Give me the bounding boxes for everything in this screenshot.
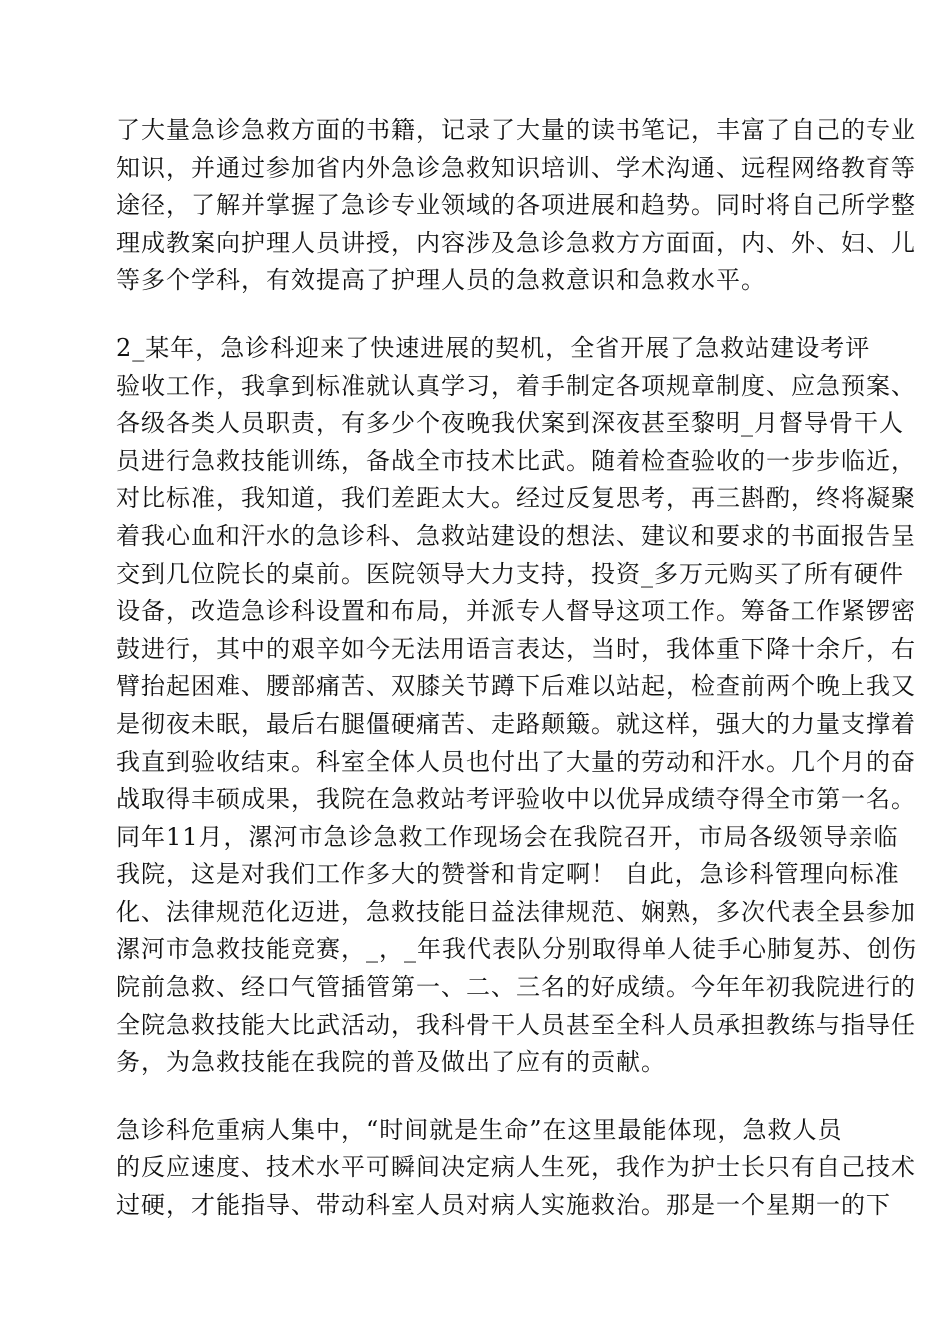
text-line: 员进行急救技能训练，备战全市技术比武。随着检查验收的一步步临近， bbox=[116, 446, 916, 475]
text-line: 验收工作，我拿到标准就认真学习，着手制定各项规章制度、应急预案、 bbox=[116, 371, 916, 400]
text-line: 交到几位院长的桌前。医院领导大力支持，投资_多万元购买了所有硬件 bbox=[116, 559, 904, 588]
text-line: 同年11月，漯河市急诊急救工作现场会在我院召开，市局各级领导亲临 bbox=[116, 822, 899, 851]
text-line: 的反应速度、技术水平可瞬间决定病人生死，我作为护士长只有自己技术 bbox=[116, 1153, 916, 1182]
text-line: 战取得丰硕成果，我院在急救站考评验收中以优异成绩夺得全市第一名。 bbox=[116, 785, 916, 814]
paragraph-2 bbox=[116, 330, 917, 1082]
paragraph-spacer bbox=[116, 1082, 836, 1112]
text-line: 设备，改造急诊科设置和布局，并派专人督导这项工作。筹备工作紧锣密 bbox=[116, 597, 916, 626]
document-body bbox=[116, 112, 917, 1225]
text-line: 各级各类人员职责，有多少个夜晚我伏案到深夜甚至黎明_月督导骨干人 bbox=[116, 409, 904, 438]
text-line: 务，为急救技能在我院的普及做出了应有的贡献。 bbox=[116, 1048, 666, 1077]
paragraph-1 bbox=[116, 112, 916, 300]
text-line: 我直到验收结束。科室全体人员也付出了大量的劳动和汗水。几个月的奋 bbox=[116, 747, 916, 776]
text-line: 是彻夜未眠，最后右腿僵硬痛苦、走路颠簸。就这样，强大的力量支撑着 bbox=[116, 709, 916, 738]
text-line: 知识，并通过参加省内外急诊急救知识培训、学术沟通、远程网络教育等 bbox=[116, 153, 916, 182]
text-line: 着我心血和汗水的急诊科、急救站建设的想法、建议和要求的书面报告呈 bbox=[116, 521, 916, 550]
text-line: 我院，这是对我们工作多大的赞誉和肯定啊！ 自此，急诊科管理向标准 bbox=[116, 860, 900, 889]
text-line: 过硬，才能指导、带动科室人员对病人实施救治。那是一个星期一的下 bbox=[116, 1191, 891, 1220]
text-line: 院前急救、经口气管插管第一、二、三名的好成绩。今年年初我院进行的 bbox=[116, 973, 916, 1002]
text-line: 等多个学科，有效提高了护理人员的急救意识和急救水平。 bbox=[116, 266, 766, 295]
text-line: 漯河市急救技能竞赛，_，_年我代表队分别取得单人徒手心肺复苏、创伤 bbox=[116, 935, 917, 964]
text-line: 急诊科危重病人集中，“时间就是生命”在这里最能体现，急救人员 bbox=[116, 1115, 843, 1144]
text-line: 2_某年，急诊科迎来了快速进展的契机，全省开展了急救站建设考评 bbox=[116, 333, 871, 362]
paragraph-spacer bbox=[116, 300, 836, 330]
paragraph-3 bbox=[116, 1112, 916, 1225]
text-line: 途径，了解并掌握了急诊专业领域的各项进展和趋势。同时将自己所学整 bbox=[116, 191, 916, 220]
text-line: 化、法律规范化迈进，急救技能日益法律规范、娴熟，多次代表全县参加 bbox=[116, 897, 916, 926]
text-line: 全院急救技能大比武活动，我科骨干人员甚至全科人员承担教练与指导任 bbox=[116, 1010, 916, 1039]
text-line: 臂抬起困难、腰部痛苦、双膝关节蹲下后难以站起，检查前两个晚上我又 bbox=[116, 672, 916, 701]
text-line: 鼓进行，其中的艰辛如今无法用语言表达，当时，我体重下降十余斤，右 bbox=[116, 634, 916, 663]
text-line: 理成教案向护理人员讲授，内容涉及急诊急救方方面面，内、外、妇、儿 bbox=[116, 228, 916, 257]
text-line: 对比标准，我知道，我们差距太大。经过反复思考，再三斟酌，终将凝聚 bbox=[116, 484, 916, 513]
text-line: 了大量急诊急救方面的书籍，记录了大量的读书笔记，丰富了自己的专业 bbox=[116, 116, 916, 144]
